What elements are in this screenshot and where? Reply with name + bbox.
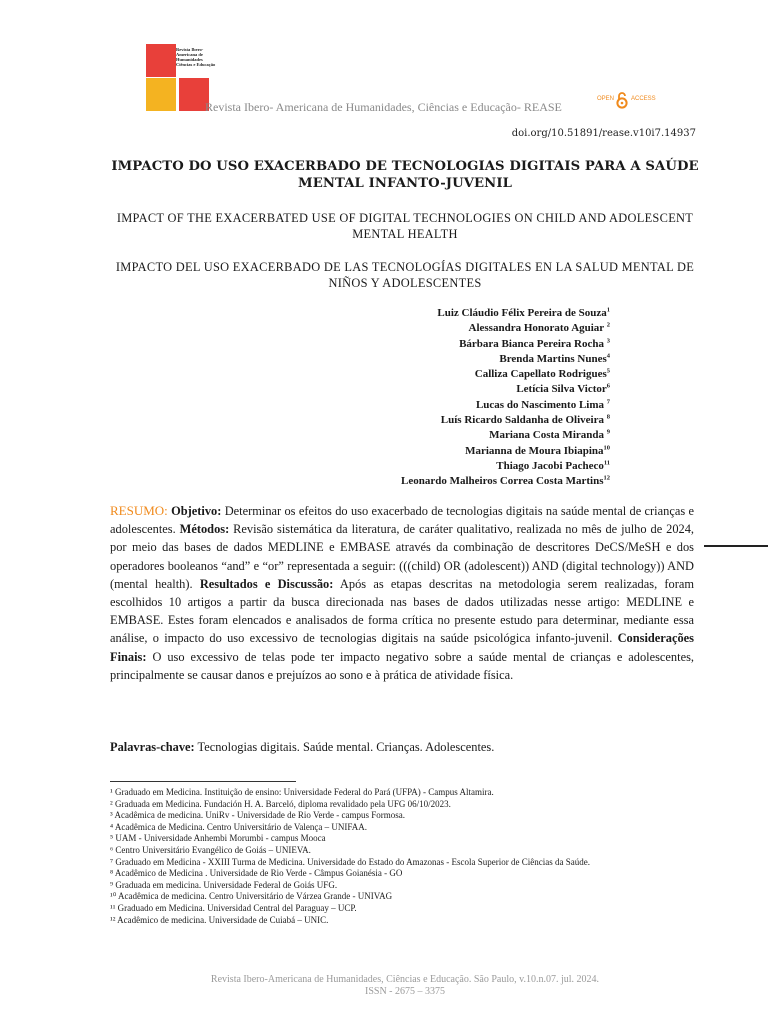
footnote: ⁹ Graduada em medicina. Universidade Federal de Goiás UFG.	[110, 879, 338, 890]
author: Bárbara Bianca Pereira Rocha $^3$	[459, 336, 610, 350]
margin-rule	[704, 545, 768, 547]
objetivo-label: Objetivo:	[171, 504, 222, 518]
title-english: IMPACT OF THE EXACERBATED USE OF DIGITAL TECHNOLOGIES ON CHILD AND ADOLESCENT MENTAL HEALTH	[116, 211, 694, 241]
title-spanish: IMPACTO DEL USO EXACERBADO DE LAS TECNOLOGÍAS DIGITALES EN LA SALUD MENTAL DE NIÑOS Y ADOLESCENTES	[115, 260, 695, 290]
consideracoes-text: O uso excessivo de telas pode ter impacto negativo sobre a saúde mental de crianças e adolescentes, principalmente se causar danos e prejuízos ao sono e à prática de atividade física.	[110, 649, 694, 682]
footnotes	[110, 787, 700, 926]
footnote: ³ Acadêmica de medicina. UniRv - Universidade de Rio Verde - campus Formosa.	[110, 810, 405, 821]
footnote: ⁸ Acadêmico de Medicina . Universidade de Rio Verde - Câmpus Goianésia - GO	[110, 868, 403, 879]
author: Alessandra Honorato Aguiar $^2$	[468, 321, 610, 335]
keywords-label: Palavras-chave:	[110, 740, 195, 754]
author-list	[200, 306, 610, 490]
logo-text: Revista Ibero-Americana de Humanidades Ciências e Educação	[176, 47, 216, 67]
footer-citation: Revista Ibero-Americana de Humanidades, Ciências e Educação. São Paulo, v.10.n.07. jul. 2024.	[210, 974, 600, 985]
author: Luís Ricardo Saldanha de Oliveira $^8$	[440, 413, 610, 427]
author: Thiago Jacobi Pacheco$^{11}$	[496, 459, 610, 472]
title-portuguese: IMPACTO DO USO EXACERBADO DE TECNOLOGIAS DIGITAIS PARA A SAÚDE MENTAL INFANTO-JUVENIL	[111, 159, 699, 191]
author: Brenda Martins Nunes$^4$	[499, 352, 610, 365]
author: Marianna de Moura Ibiapina$^{10}$	[465, 444, 610, 457]
footnote: ⁶ Centro Universitário Evangélico de Goiás – UNIEVA.	[110, 844, 311, 855]
open-access-lock-icon	[616, 91, 628, 109]
footnote-divider	[110, 781, 296, 782]
footnote: ⁵ UAM - Universidade Anhembi Morumbi - campus Mooca	[110, 833, 326, 844]
resultados-text: Após as etapas descritas na metodologia serem realizadas, foram escolhidos 10 artigos a partir da busca direcionada nas bases de dados utilizadas nesse artigo: MEDLINE e EMBASE. Estes foram elencados e analisados de forma crítica no presente estudo para determinar, mediante essa análise, o impacto do uso excessivo de tecnologias digitais na saúde psicológica infanto-juvenil.	[110, 576, 694, 646]
author: Letícia Silva Victor$^6$	[516, 382, 610, 396]
author: Leonardo Malheiros Correa Costa Martins$^{12}$	[401, 474, 610, 488]
footer-issn: ISSN - 2675 – 3375	[364, 986, 445, 997]
logo-yellow-square	[146, 78, 176, 111]
keywords	[110, 740, 694, 755]
footnote: ⁷ Graduado em Medicina - XXIII Turma de Medicina. Universidade do Estado do Amazonas - Escola Superior de Ciências da Saúde.	[110, 856, 591, 867]
author: Mariana Costa Miranda $^9$	[489, 428, 610, 442]
open-access-badge	[597, 91, 661, 113]
journal-header-line: Revista Ibero- Americana de Humanidades, Ciências e Educação- REASE	[205, 100, 562, 114]
footnote: ¹² Acadêmico de medicina. Universidade de Cuiabá – UNIC.	[110, 914, 329, 925]
metodos-label: Métodos:	[179, 522, 230, 537]
doi-link[interactable]: doi.org/10.51891/rease.v10i7.14937	[511, 128, 696, 139]
abstract	[110, 502, 694, 684]
consideracoes-label: Considerações Finais:	[110, 631, 694, 664]
metodos-text: Revisão sistemática da literatura, de caráter qualitativo, realizada no mês de julho de 2024, por meio das bases de dados MEDLINE e EMBASE através da combinação de descritores DeCS/MeSH e dos operadores booleanos “and” e “or” representada a seguir: (((child) OR (adolescent)) AND (digital technology)) AND (mental health).	[110, 522, 695, 591]
footnote: ⁴ Acadêmica de Medicina. Centro Universitário de Valença – UNIFAA.	[110, 821, 367, 832]
author: Calliza Capellato Rodrigues$^5$	[474, 367, 610, 381]
resultados-label: Resultados e Discussão:	[199, 576, 334, 591]
author: Lucas do Nascimento Lima $^7$	[475, 398, 610, 411]
author: Luiz Cláudio Félix Pereira de Souza$^1$	[437, 306, 610, 319]
page-footer	[110, 974, 700, 998]
logo-red-square	[146, 44, 176, 77]
footnote: ¹⁰ Acadêmica de medicina. Centro Universitário de Várzea Grande - UNIVAG	[110, 891, 393, 902]
keywords-text: Tecnologias digitais. Saúde mental. Crianças. Adolescentes.	[194, 740, 495, 754]
open-access-open-label: OPEN	[597, 96, 615, 102]
footnote: ² Graduada em Medicina. Fundación H. A. Barceló, diploma revalidado pela UFG 06/10/2023.	[110, 798, 451, 809]
objetivo-text: Determinar os efeitos do uso exacerbado de tecnologias digitais na saúde mental de crianças e adolescentes.	[110, 504, 694, 537]
footnote: ¹¹ Graduado em Medicina. Universidad Central del Paraguay – UCP.	[110, 902, 357, 913]
open-access-access-label: ACCESS	[631, 96, 656, 102]
abstract-label: RESUMO:	[110, 503, 168, 518]
footnote: ¹ Graduado em Medicina. Instituição de ensino: Universidade Federal do Pará (UFPA) - Campus Altamira.	[110, 787, 494, 797]
